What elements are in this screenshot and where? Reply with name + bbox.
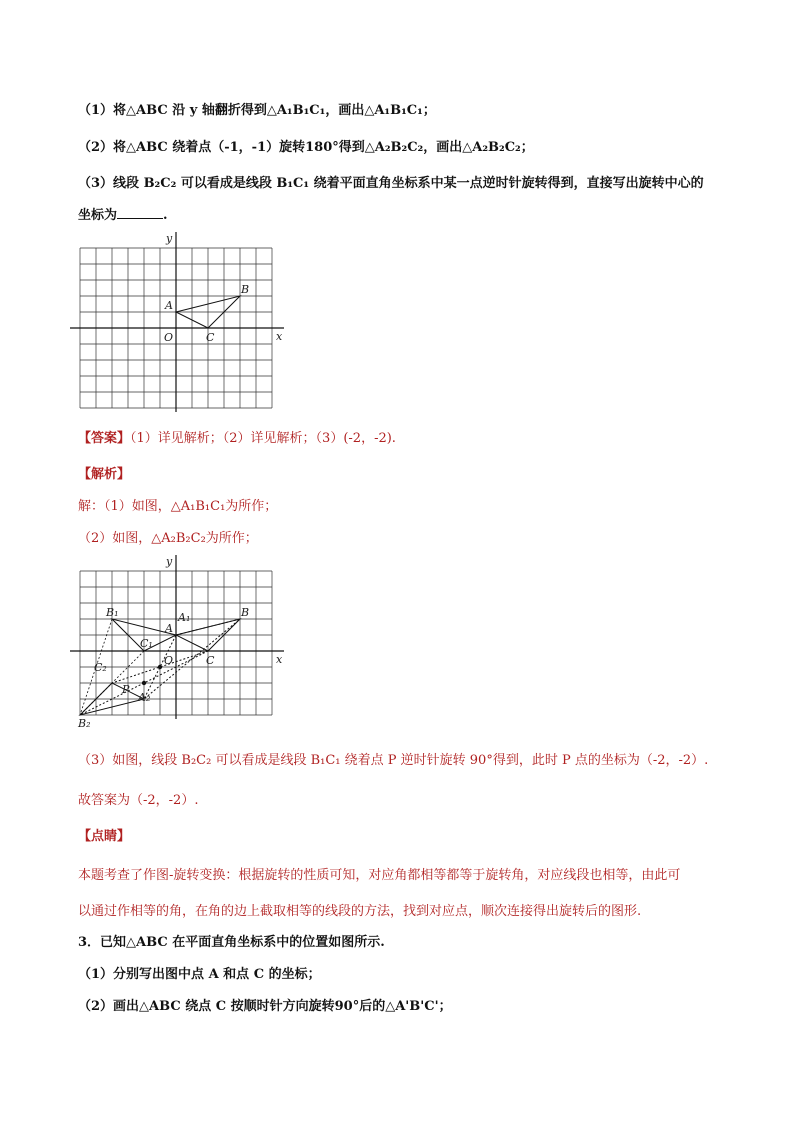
point-p-label: P xyxy=(122,683,130,696)
point-a2-label: A₂ xyxy=(138,691,151,704)
point-b-label: B xyxy=(241,606,250,619)
analysis-line1: 解：（1）如图，△A₁B₁C₁为所作； xyxy=(78,499,278,514)
x-axis-label: x xyxy=(276,330,283,343)
q2-part1: （1）将△ABC 沿 y 轴翻折得到△A₁B₁C₁，画出△A₁B₁C₁； xyxy=(78,103,436,118)
figure1-coordinate-grid xyxy=(70,228,290,414)
point-c2-label: C₂ xyxy=(94,661,107,674)
solution3-line2: 故答案为（-2，-2）. xyxy=(78,793,199,808)
point-c-label: C xyxy=(206,654,215,667)
figure1-svg xyxy=(70,228,290,410)
point-a-label: A xyxy=(165,299,173,312)
analysis-tag: 【解析】 xyxy=(78,467,131,482)
solution3-line1: （3）如图，线段 B₂C₂ 可以看成是线段 B₁C₁ 绕着点 P 逆时针旋转 90°得到，此时 P 点的坐标为（-2，-2）. xyxy=(78,753,709,768)
point-b2-label: B₂ xyxy=(78,717,91,730)
point-b1-label: B₁ xyxy=(106,606,119,619)
q2-part3-end: . xyxy=(163,208,168,223)
point-c1-label: C₁ xyxy=(140,637,153,650)
figure2-svg xyxy=(70,553,290,730)
y-axis-label: y xyxy=(166,232,173,245)
comment-line1: 本题考查了作图-旋转变换：根据旋转的性质可知，对应角都相等都等于旋转角，对应线段也相等，由此可 xyxy=(78,868,681,883)
point-a1-label: A₁ xyxy=(178,611,191,624)
point-p-dot xyxy=(142,681,146,685)
q3-part2: （2）画出△ABC 绕点 C 按顺时针方向旋转90°后的△A'B'C'； xyxy=(78,999,452,1014)
point-c-label: C xyxy=(206,331,215,344)
q3-title: 3．已知△ABC 在平面直角坐标系中的位置如图所示. xyxy=(78,935,385,950)
answer-line xyxy=(78,430,396,448)
point-b-label: B xyxy=(241,283,250,296)
comment-line2: 以通过作相等的角，在角的边上截取相等的线段的方法，找到对应点，顺次连接得出旋转后的图形. xyxy=(78,904,642,919)
q3-part1: （1）分别写出图中点 A 和点 C 的坐标； xyxy=(78,967,321,982)
origin-label: O xyxy=(164,654,174,667)
comment-tag-line xyxy=(78,828,130,846)
figure2-coordinate-grid xyxy=(70,553,290,730)
q2-part3-line1: （3）线段 B₂C₂ 可以看成是线段 B₁C₁ 绕着平面直角坐标系中某一点逆时针旋转得到，直接写出旋转中心的 xyxy=(78,176,704,191)
comment-tag: 【点睛】 xyxy=(78,829,131,844)
x-axis-label: x xyxy=(276,653,283,666)
point-a-label: A xyxy=(165,622,173,635)
q2-part3-prefix: 坐标为 xyxy=(78,208,118,223)
answer-blank xyxy=(117,206,163,219)
y-axis-label: y xyxy=(166,555,173,568)
analysis-tag-line xyxy=(78,466,130,484)
q2-part3-line2 xyxy=(78,206,168,225)
q2-part2: （2）将△ABC 绕着点（-1，-1）旋转180°得到△A₂B₂C₂，画出△A₂B₂C₂； xyxy=(78,140,534,155)
analysis-line2: （2）如图，△A₂B₂C₂为所作； xyxy=(78,531,258,546)
rotation-center-dot xyxy=(158,665,162,669)
origin-label: O xyxy=(164,331,174,344)
answer-tag: 【答案】 xyxy=(78,431,131,446)
answer-text: （1）详见解析；（2）详见解析；（3）(-2，-2). xyxy=(130,431,396,446)
